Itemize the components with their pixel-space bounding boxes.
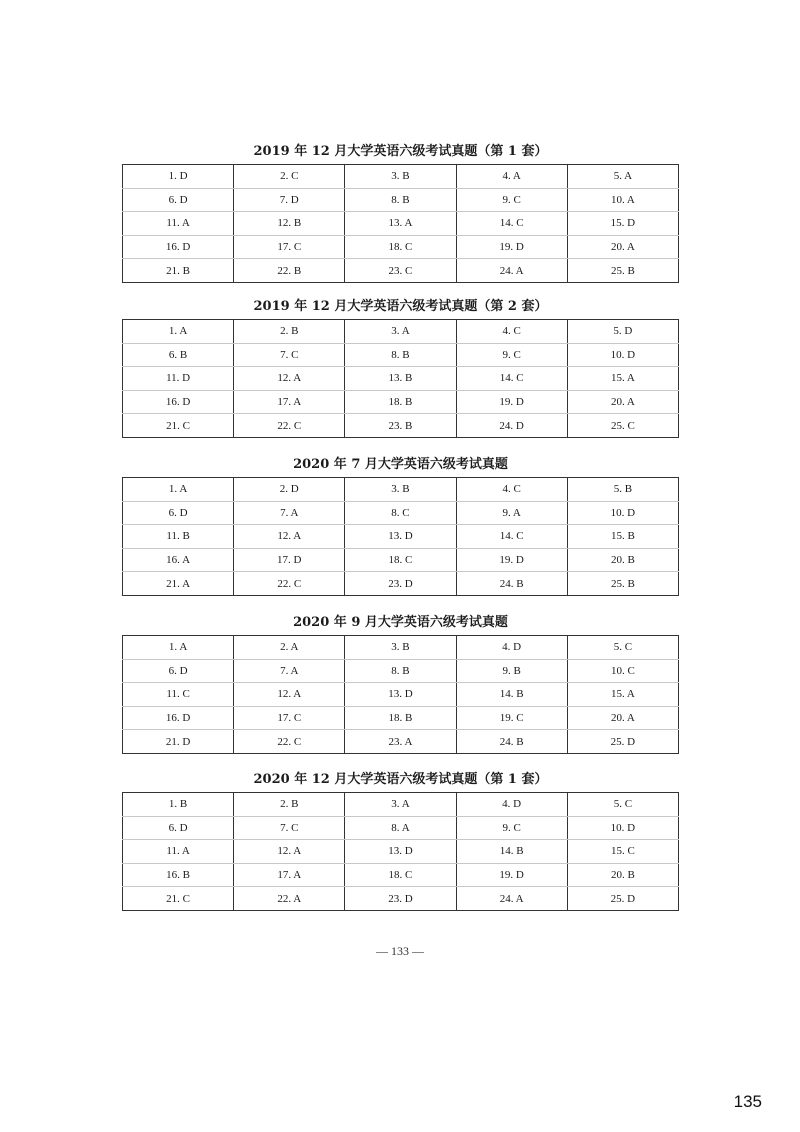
section-title: 2020 年 12 月大学英语六级考试真题（第 1 套） (253, 772, 548, 787)
answer-cell: 19. D (456, 548, 567, 572)
answer-cell: 7. D (234, 188, 345, 212)
table-row (123, 548, 679, 572)
answer-cell: 2. A (234, 636, 345, 660)
answer-cell: 11. A (123, 212, 234, 236)
table-row (123, 212, 679, 236)
answer-cell: 18. C (345, 235, 456, 259)
table-row (123, 863, 679, 887)
answer-cell: 19. D (456, 235, 567, 259)
answer-cell: 8. B (345, 188, 456, 212)
answer-cell: 25. D (567, 730, 678, 754)
table-row (123, 636, 679, 660)
answer-cell: 18. B (345, 390, 456, 414)
answer-cell: 12. A (234, 840, 345, 864)
table-row (123, 320, 679, 344)
answer-cell: 5. B (567, 478, 678, 502)
answer-cell: 14. B (456, 840, 567, 864)
answer-cell: 22. A (234, 887, 345, 911)
section-title: 2020 年 9 月大学英语六级考试真题 (293, 615, 508, 630)
answer-cell: 8. A (345, 816, 456, 840)
answer-cell: 12. A (234, 525, 345, 549)
answer-cell: 21. C (123, 414, 234, 438)
section-title: 2020 年 7 月大学英语六级考试真题 (293, 457, 508, 472)
inner-page-number: — 133 — (376, 944, 424, 958)
answer-cell: 9. C (456, 816, 567, 840)
answer-table (122, 164, 679, 283)
answer-cell: 7. C (234, 343, 345, 367)
answer-cell: 20. A (567, 390, 678, 414)
answer-cell: 17. C (234, 235, 345, 259)
answer-cell: 16. D (123, 706, 234, 730)
answer-cell: 1. A (123, 478, 234, 502)
answer-cell: 24. A (456, 259, 567, 283)
answer-cell: 23. B (345, 414, 456, 438)
answer-cell: 21. B (123, 259, 234, 283)
answer-cell: 11. D (123, 367, 234, 391)
answer-cell: 17. C (234, 706, 345, 730)
answer-cell: 11. C (123, 683, 234, 707)
answer-cell: 9. C (456, 343, 567, 367)
answer-cell: 2. B (234, 793, 345, 817)
answer-cell: 5. A (567, 165, 678, 189)
outer-page-number: 135 (733, 1092, 762, 1111)
table-row (123, 188, 679, 212)
table-row (123, 706, 679, 730)
answer-cell: 2. D (234, 478, 345, 502)
answer-cell: 8. B (345, 659, 456, 683)
answer-cell: 8. B (345, 343, 456, 367)
section-title: 2019 年 12 月大学英语六级考试真题（第 2 套） (253, 299, 548, 314)
answer-cell: 17. D (234, 548, 345, 572)
answer-cell: 10. D (567, 816, 678, 840)
answer-cell: 3. A (345, 793, 456, 817)
answer-cell: 16. D (123, 390, 234, 414)
answer-cell: 20. B (567, 863, 678, 887)
answer-cell: 7. A (234, 659, 345, 683)
answer-cell: 19. D (456, 863, 567, 887)
table-row (123, 659, 679, 683)
answer-cell: 25. C (567, 414, 678, 438)
answer-cell: 14. C (456, 525, 567, 549)
answer-cell: 14. C (456, 212, 567, 236)
answer-cell: 4. A (456, 165, 567, 189)
answer-cell: 18. C (345, 863, 456, 887)
answer-cell: 17. A (234, 863, 345, 887)
answer-cell: 3. A (345, 320, 456, 344)
answer-cell: 1. A (123, 320, 234, 344)
table-row (123, 414, 679, 438)
answer-cell: 4. C (456, 320, 567, 344)
table-row (123, 259, 679, 283)
answer-cell: 3. B (345, 165, 456, 189)
table-row (123, 730, 679, 754)
answer-cell: 20. A (567, 706, 678, 730)
answer-cell: 1. B (123, 793, 234, 817)
answer-cell: 21. C (123, 887, 234, 911)
answer-cell: 15. D (567, 212, 678, 236)
answer-cell: 20. A (567, 235, 678, 259)
answer-cell: 6. D (123, 501, 234, 525)
answer-cell: 9. C (456, 188, 567, 212)
answer-cell: 20. B (567, 548, 678, 572)
answer-cell: 12. B (234, 212, 345, 236)
answer-cell: 24. B (456, 572, 567, 596)
answer-cell: 18. C (345, 548, 456, 572)
answer-table (122, 319, 679, 438)
answer-cell: 4. D (456, 793, 567, 817)
answer-cell: 6. B (123, 343, 234, 367)
table-row (123, 816, 679, 840)
answer-cell: 25. B (567, 572, 678, 596)
answer-cell: 18. B (345, 706, 456, 730)
answer-cell: 3. B (345, 478, 456, 502)
answer-cell: 15. C (567, 840, 678, 864)
answer-cell: 24. A (456, 887, 567, 911)
answer-cell: 2. B (234, 320, 345, 344)
answer-cell: 21. D (123, 730, 234, 754)
answer-cell: 15. B (567, 525, 678, 549)
answer-cell: 17. A (234, 390, 345, 414)
answer-cell: 13. D (345, 683, 456, 707)
answer-cell: 10. D (567, 501, 678, 525)
table-row (123, 165, 679, 189)
answer-cell: 2. C (234, 165, 345, 189)
answer-cell: 5. C (567, 793, 678, 817)
table-row (123, 572, 679, 596)
answer-cell: 5. D (567, 320, 678, 344)
answer-cell: 6. D (123, 659, 234, 683)
table-row (123, 840, 679, 864)
answer-cell: 9. A (456, 501, 567, 525)
table-row (123, 793, 679, 817)
answer-cell: 1. A (123, 636, 234, 660)
answer-cell: 11. A (123, 840, 234, 864)
answer-cell: 13. D (345, 525, 456, 549)
answer-cell: 1. D (123, 165, 234, 189)
answer-cell: 5. C (567, 636, 678, 660)
answer-cell: 23. C (345, 259, 456, 283)
answer-cell: 10. C (567, 659, 678, 683)
answer-cell: 12. A (234, 683, 345, 707)
answer-cell: 11. B (123, 525, 234, 549)
answer-cell: 10. A (567, 188, 678, 212)
answer-cell: 12. A (234, 367, 345, 391)
answer-cell: 13. B (345, 367, 456, 391)
answer-cell: 25. D (567, 887, 678, 911)
answer-cell: 19. C (456, 706, 567, 730)
answer-cell: 23. D (345, 572, 456, 596)
answer-table (122, 792, 679, 911)
answer-cell: 6. D (123, 188, 234, 212)
answer-cell: 4. D (456, 636, 567, 660)
answer-cell: 24. D (456, 414, 567, 438)
table-row (123, 501, 679, 525)
table-row (123, 478, 679, 502)
answer-cell: 16. D (123, 235, 234, 259)
table-row (123, 887, 679, 911)
answer-cell: 14. B (456, 683, 567, 707)
table-row (123, 343, 679, 367)
answer-cell: 4. C (456, 478, 567, 502)
answer-cell: 10. D (567, 343, 678, 367)
table-row (123, 235, 679, 259)
table-row (123, 525, 679, 549)
answer-cell: 23. A (345, 730, 456, 754)
table-row (123, 367, 679, 391)
answer-cell: 13. A (345, 212, 456, 236)
table-row (123, 683, 679, 707)
answer-cell: 15. A (567, 367, 678, 391)
answer-cell: 22. C (234, 572, 345, 596)
answer-cell: 22. B (234, 259, 345, 283)
answer-cell: 9. B (456, 659, 567, 683)
answer-cell: 14. C (456, 367, 567, 391)
answer-cell: 3. B (345, 636, 456, 660)
section-title: 2019 年 12 月大学英语六级考试真题（第 1 套） (253, 144, 548, 159)
table-row (123, 390, 679, 414)
answer-cell: 19. D (456, 390, 567, 414)
answer-cell: 8. C (345, 501, 456, 525)
answer-cell: 25. B (567, 259, 678, 283)
answer-cell: 24. B (456, 730, 567, 754)
answer-cell: 16. B (123, 863, 234, 887)
answer-table (122, 635, 679, 754)
answer-cell: 7. C (234, 816, 345, 840)
answer-table (122, 477, 679, 596)
answer-cell: 21. A (123, 572, 234, 596)
answer-cell: 15. A (567, 683, 678, 707)
answer-cell: 22. C (234, 414, 345, 438)
answer-cell: 13. D (345, 840, 456, 864)
answer-cell: 7. A (234, 501, 345, 525)
answer-cell: 23. D (345, 887, 456, 911)
answer-cell: 22. C (234, 730, 345, 754)
answer-cell: 6. D (123, 816, 234, 840)
answer-cell: 16. A (123, 548, 234, 572)
